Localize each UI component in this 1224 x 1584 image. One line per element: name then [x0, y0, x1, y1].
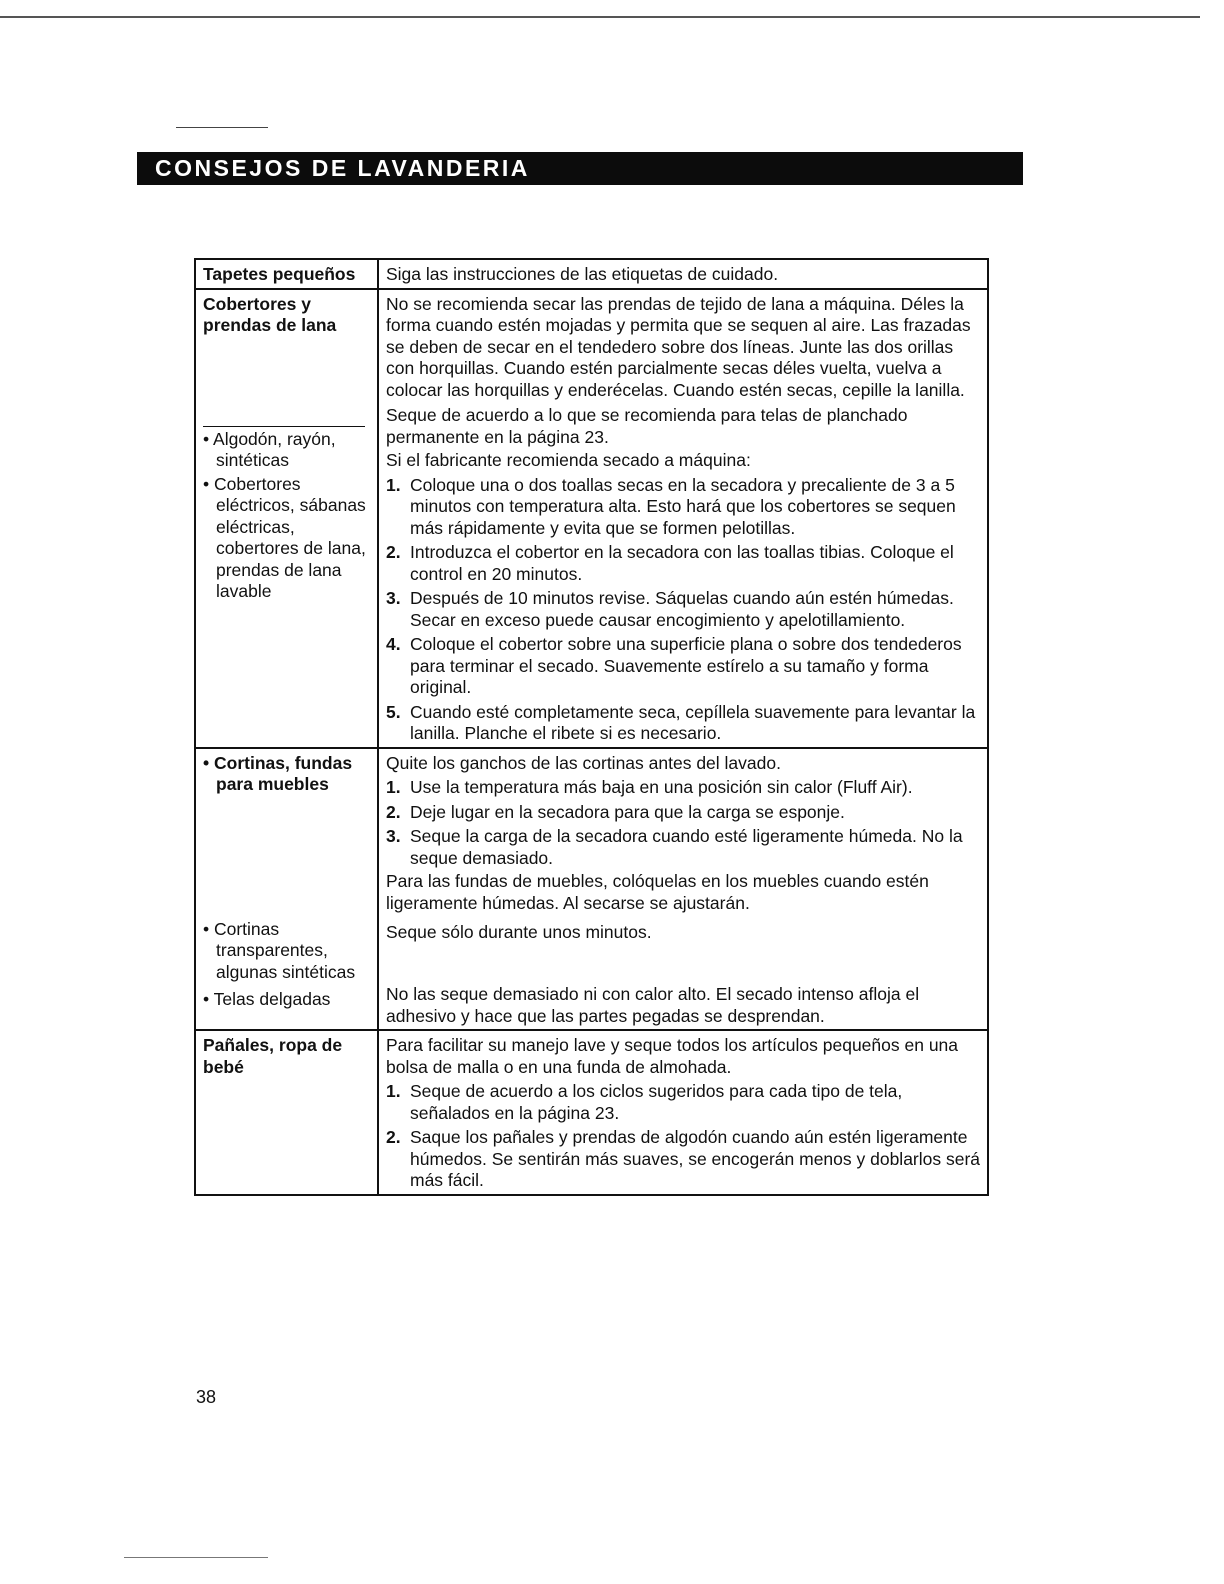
table-row: [195, 259, 988, 289]
instruction-text: Siga las instrucciones de las etiquetas de cuidado.: [386, 264, 779, 284]
list-item: [386, 542, 981, 585]
step-number: 1.: [386, 1081, 401, 1101]
list-item: • Cortinas transparentes, algunas sintéticas: [203, 918, 356, 982]
step-number: 2.: [386, 542, 401, 562]
category-cell: [195, 1030, 378, 1195]
step-text: Saque los pañales y prendas de algodón cuando aún estén ligeramente húmedos. Se sentirán más suaves, se encogerán menos y doblarlos será más fácil.: [410, 1127, 981, 1190]
list-item: [386, 826, 981, 869]
laundry-tips-table: [194, 258, 989, 1196]
step-text: Deje lugar en la secadora para que la carga se esponje.: [410, 801, 845, 822]
step-number: 3.: [386, 588, 401, 608]
step-number: 5.: [386, 701, 401, 722]
table-row: [195, 289, 988, 748]
category-cell: [195, 259, 378, 289]
instruction-text: Para facilitar su manejo lave y seque todos los artículos pequeños en una bolsa de malla o en una funda de almohada.: [386, 1035, 959, 1077]
list-item: [386, 1081, 981, 1124]
step-text: Coloque una o dos toallas secas en la secadora y precaliente de 3 a 5 minutos con temperatura alta. Esto hará que los cobertores se sequen más rápidamente y evita que se formen pelotillas.: [410, 474, 956, 538]
step-number: 3.: [386, 826, 401, 846]
category-label: Cobertores y prendas de lana: [203, 293, 337, 335]
list-item: • Algodón, rayón, sintéticas: [203, 428, 336, 470]
table-row: [195, 1030, 988, 1195]
step-text: Seque de acuerdo a los ciclos sugeridos para cada tipo de tela, señalados en la página 23.: [410, 1081, 903, 1123]
table-row: [195, 748, 988, 1031]
category-label: • Cortinas, fundas para muebles: [203, 752, 353, 794]
instructions-cell: [378, 289, 988, 748]
instruction-text: No las seque demasiado ni con calor alto. El secado intenso afloja el adhesivo y hace que las partes pegadas se desprendan.: [386, 984, 920, 1026]
divider: [203, 426, 365, 427]
instruction-text: Quite los ganchos de las cortinas antes del lavado.: [386, 752, 781, 773]
instruction-text: Para las fundas de muebles, colóquelas en los muebles cuando estén ligeramente húmedas. Al secarse se ajustarán.: [386, 871, 929, 913]
list-item: [386, 475, 981, 540]
instruction-text: Seque sólo durante unos minutos.: [386, 922, 652, 942]
category-cell: [195, 748, 378, 1031]
step-text: Introduzca el cobertor en la secadora con las toallas tibias. Coloque el control en 20 minutos.: [410, 542, 954, 584]
list-item: [386, 634, 981, 699]
list-item: [386, 702, 981, 745]
list-item: [386, 1127, 981, 1192]
step-text: Use la temperatura más baja en una posición sin calor (Fluff Air).: [410, 777, 913, 797]
step-text: Seque la carga de la secadora cuando esté ligeramente húmeda. No la seque demasiado.: [410, 826, 963, 868]
step-number: 2.: [386, 1127, 401, 1147]
instructions-cell: [378, 259, 988, 289]
list-item: [386, 588, 981, 631]
bottom-rule: [124, 1557, 268, 1558]
instructions-cell: [378, 1030, 988, 1195]
list-item: • Telas delgadas: [203, 988, 331, 1009]
top-rule: [0, 16, 1200, 18]
step-number: 1.: [386, 777, 401, 797]
category-cell: [195, 289, 378, 748]
category-label: Tapetes pequeños: [203, 264, 356, 284]
list-item: • Cobertores eléctricos, sábanas eléctricas, cobertores de lana, prendas de lana lavable: [203, 473, 366, 601]
instruction-text: No se recomienda secar las prendas de tejido de lana a máquina. Déles la forma cuando estén mojadas y permita que se sequen al aire. Las frazadas se deben de secar en el tendedero sobre dos líneas. Junte las dos orillas con horquillas. Cuando estén parcialmente secas déles vuelta, vuelva a colocar las horquillas y enderécelas. Cuando estén secas, cepille la lanilla.: [386, 293, 971, 400]
instruction-text: Si el fabricante recomienda secado a máquina:: [386, 450, 751, 470]
step-number: 4.: [386, 634, 401, 654]
list-item: [386, 802, 981, 824]
category-label: Pañales, ropa de bebé: [203, 1035, 343, 1077]
step-text: Después de 10 minutos revise. Sáquelas cuando aún estén húmedas. Secar en exceso puede causar encogimiento y apelotillamiento.: [410, 588, 954, 630]
section-title: CONSEJOS DE LAVANDERIA: [137, 152, 1023, 185]
list-item: [386, 777, 981, 799]
step-text: Coloque el cobertor sobre una superficie plana o sobre dos tendederos para terminar el secado. Suavemente estírelo a su tamaño y forma original.: [410, 634, 962, 697]
instruction-text: Seque de acuerdo a lo que se recomienda para telas de planchado permanente en la página 23.: [386, 405, 908, 447]
step-number: 1.: [386, 474, 401, 495]
page-number: 38: [196, 1387, 217, 1407]
short-rule: [176, 127, 268, 128]
step-number: 2.: [386, 801, 401, 822]
step-text: Cuando esté completamente seca, cepíllela suavemente para levantar la lanilla. Planche el ribete si es necesario.: [410, 701, 976, 743]
instructions-cell: [378, 748, 988, 1031]
